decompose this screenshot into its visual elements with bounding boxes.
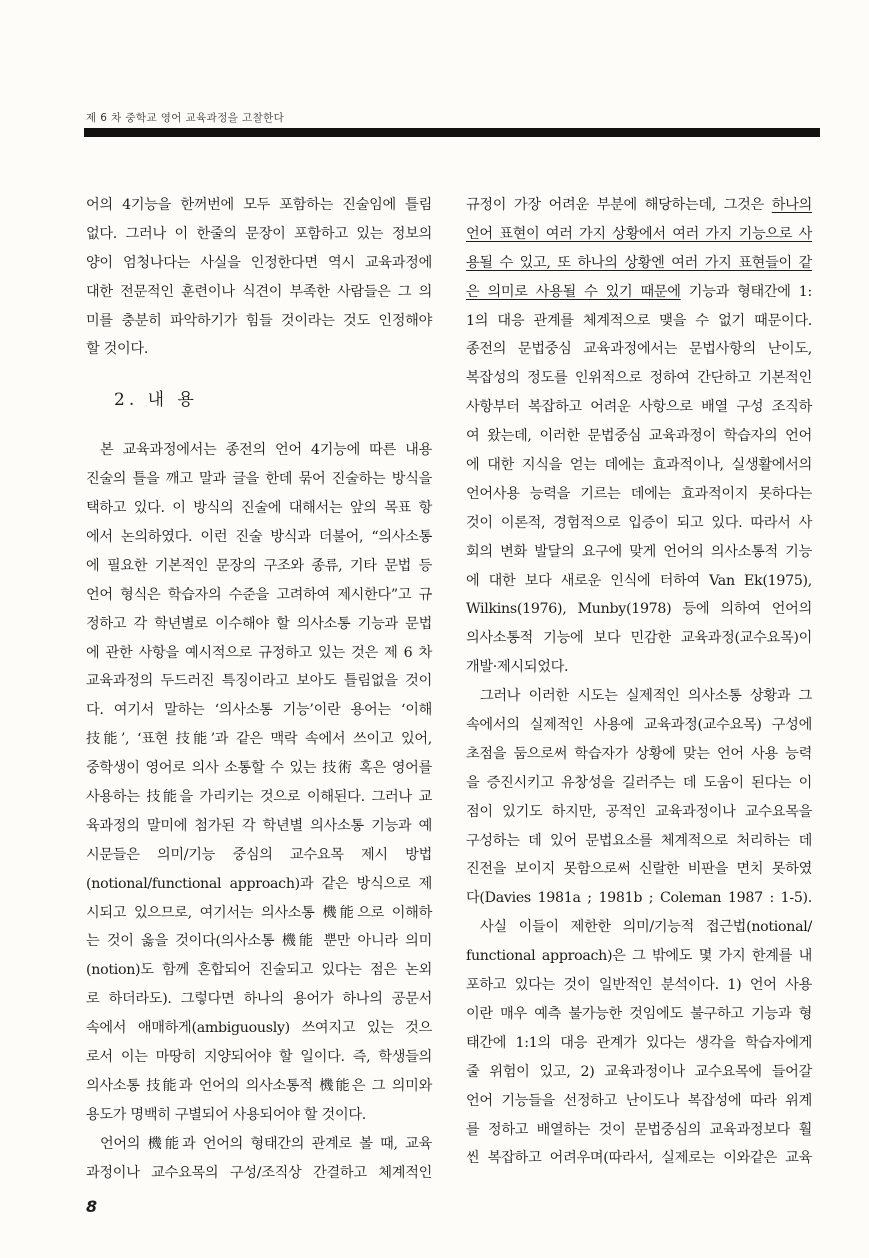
text-line: 복잡성의 정도를 인위적으로 정하여 간단하고 기본적인 <box>466 370 812 387</box>
right-column <box>466 191 812 1173</box>
text-line: functional approach)은 그 밖에도 몇 가지 한계를 내 <box>466 948 812 965</box>
text-line: 技能’, ‘표현 技能’과 같은 맥락 속에서 쓰이고 있어, <box>86 731 432 748</box>
text-line: 대한 전문적인 훈련이나 식견이 부족한 사람들은 그 의 <box>86 283 432 300</box>
text-line: 정하고 각 학년별로 이수해야 할 의사소통 기능과 문법 <box>86 615 432 632</box>
text-line: Wilkins(1976), Munby(1978) 등에 의하여 언어의 <box>466 601 812 618</box>
text-line: 태간에 1:1의 대응 관계가 있다는 생각을 학습자에게 <box>466 1034 812 1051</box>
text-line: 1의 대응 관계를 체계적으로 맺을 수 없기 때문이다. <box>466 312 812 329</box>
text-line: 시문들은 의미/기능 중심의 교수요목 제시 방법 <box>86 846 432 863</box>
text-line: 진술의 틀을 깨고 말과 글을 한데 묶어 진술하는 방식을 <box>86 471 432 488</box>
text-line: 양이 엄청나다는 사실을 인정한다면 역시 교육과정에 <box>86 254 432 271</box>
underlined-text: 은 의미로 사용될 수 있기 때문에 <box>466 283 681 300</box>
text-line: 의사소통 技能과 언어의 의사소통적 機能은 그 의미와 <box>86 1077 432 1094</box>
text-line: 종전의 문법중심 교육과정에서는 문법사항의 난이도, <box>466 341 812 358</box>
text-line: 언어의 機能과 언어의 형태간의 관계로 볼 때, 교육 <box>100 1135 432 1152</box>
text-line: 사항부터 복잡하고 어려운 사항으로 배열 구성 조직하 <box>466 399 812 416</box>
text-line: 언어사용 능력을 기르는 데에는 효과적이지 못하다는 <box>466 485 812 502</box>
text-line: 교육과정의 두드러진 특징이라고 보아도 틀림없을 것이 <box>86 673 432 690</box>
left-column <box>86 191 432 1188</box>
text-line: 에서 논의하였다. 이런 진술 방식과 더불어, “의사소통 <box>86 529 432 546</box>
text-line: 초점을 둠으로써 학습자가 상황에 맞는 언어 사용 능력 <box>466 745 812 762</box>
text-line: 에 대한 보다 새로운 인식에 터하여 Van Ek(1975), <box>466 572 812 589</box>
text-span: 규정이 가장 어려운 부분에 해당하는데, 그것은 <box>466 197 772 213</box>
text-line: 본 교육과정에서는 종전의 언어 4기능에 따른 내용 <box>100 442 432 459</box>
text-line: 진전을 보이지 못함으로써 신랄한 비판을 면치 못하였 <box>466 861 812 878</box>
page-number: 8 <box>86 1197 98 1216</box>
text-line: 중학생이 영어로 의사 소통할 수 있는 技術 혹은 영어를 <box>86 760 432 777</box>
text-line: 택하고 있다. 이 방식의 진술에 대해서는 앞의 목표 항 <box>86 500 432 517</box>
text-line: 용도가 명백히 구별되어 사용되어야 할 것이다. <box>86 1106 366 1123</box>
text-line: 에 대한 지식을 얻는 데에는 효과적이나, 실생활에서의 <box>466 457 812 474</box>
text-line: (notional/functional approach)과 같은 방식으로 제 <box>86 875 432 892</box>
text-line: 할 것이다. <box>86 341 149 358</box>
text-line: 점이 있기도 하지만, 공적인 교육과정이나 교수요목을 <box>466 803 812 820</box>
text-line: 회의 변화 발달의 요구에 맞게 언어의 의사소통적 기능 <box>466 543 812 560</box>
text-line: 줄 위험이 있고, 2) 교육과정이나 교수요목에 들어갈 <box>466 1063 812 1080</box>
text-line: 사용하는 技能을 가리키는 것으로 이해된다. 그러나 교 <box>86 789 432 806</box>
text-line: 의사소통적 기능에 보다 민감한 교육과정(교수요목)이 <box>466 630 812 647</box>
text-line: 포하고 있다는 것이 일반적인 분석이다. 1) 언어 사용 <box>466 977 812 994</box>
text-line: 씬 복잡하고 어려우며(따라서, 실제로는 이와같은 교육 <box>466 1150 812 1167</box>
text-line: 속에서 애매하게(ambiguously) 쓰여지고 있는 것으 <box>86 1020 432 1037</box>
text-line: 로서 이는 마땅히 지양되어야 할 일이다. 즉, 학생들의 <box>86 1049 432 1066</box>
text-line: 미를 충분히 파악하기가 힘들 것이라는 것도 인정해야 <box>86 312 432 329</box>
text-line: 언어 기능들을 선정하고 난이도나 복잡성에 따라 위계 <box>466 1092 812 1109</box>
text-line: 속에서의 실제적인 사용에 교육과정(교수요목) 구성에 <box>466 717 812 734</box>
running-header: 제 6 차 중학교 영어 교육과정을 고찰한다 <box>86 112 285 124</box>
text-line: 여 왔는데, 이러한 문법중심 교육과정이 학습자의 언어 <box>466 428 812 445</box>
text-line: (notion)도 함께 혼합되어 진술되고 있다는 점은 논외 <box>86 962 432 979</box>
text-line: 어의 4기능을 한꺼번에 모두 포함하는 진술임에 틀림 <box>86 197 432 213</box>
text-line: 로 하더라도). 그렇다면 하나의 용어가 하나의 공문서 <box>86 991 432 1008</box>
text-line: 을 증진시키고 유창성을 길러주는 데 도움이 된다는 이 <box>466 774 812 791</box>
text-line: 에 관한 사항을 예시적으로 규정하고 있는 것은 제 6 차 <box>86 644 432 661</box>
text-line: 과정이나 교수요목의 구성/조직상 간결하고 체계적인 <box>86 1164 432 1181</box>
text-line: 시되고 있으므로, 여기서는 의사소통 機能으로 이해하 <box>86 904 432 921</box>
text-line: 것이 이론적, 경험적으로 입증이 되고 있다. 따라서 사 <box>466 514 812 531</box>
text-line: 개발·제시되었다. <box>466 659 569 676</box>
text-line: 육과정의 말미에 첨가된 각 학년별 의사소통 기능과 예 <box>86 817 432 834</box>
text-line: 이란 매우 예측 불가능한 것임에도 불구하고 기능과 형 <box>466 1005 812 1022</box>
text-line: 다. 여기서 말하는 ‘의사소통 기능’이란 용어는 ‘이해 <box>86 702 432 719</box>
text-line: 없다. 그러나 이 한줄의 문장이 포함하고 있는 정보의 <box>86 225 432 242</box>
text-line: 사실 이들이 제한한 의미/기능적 접근법(notional/ <box>480 919 812 936</box>
text-line: 언어 형식은 학습자의 수준을 고려하여 제시한다”고 규 <box>86 586 432 603</box>
underlined-line: 용될 수 있고, 또 하나의 상황엔 여러 가지 표현들이 같 <box>466 254 812 271</box>
section-heading: 2. 내 용 <box>114 390 198 411</box>
text-line: 에 필요한 기본적인 문장의 구조와 종류, 기타 문법 등 <box>86 557 432 574</box>
text-span: 기능과 형태간에 1: <box>680 283 812 300</box>
underlined-text: 하나의 <box>771 197 812 213</box>
text-line <box>466 278 812 307</box>
text-line <box>466 191 812 220</box>
header-rule <box>84 128 820 137</box>
text-line: 구성하는 데 있어 문법요소를 체계적으로 처리하는 데 <box>466 832 812 849</box>
text-line: 는 것이 옳을 것이다(의사소통 機能 뿐만 아니라 의미 <box>86 933 432 950</box>
text-line: 그러나 이러한 시도는 실제적인 의사소통 상황과 그 <box>480 688 812 705</box>
text-line: 다(Davies 1981a ; 1981b ; Coleman 1987 : 1-5). <box>466 890 812 907</box>
underlined-line: 언어 표현이 여러 가지 상황에서 여러 가지 기능으로 사 <box>466 225 812 242</box>
text-line: 를 정하고 배열하는 것이 문법중심의 교육과정보다 훨 <box>466 1121 812 1138</box>
